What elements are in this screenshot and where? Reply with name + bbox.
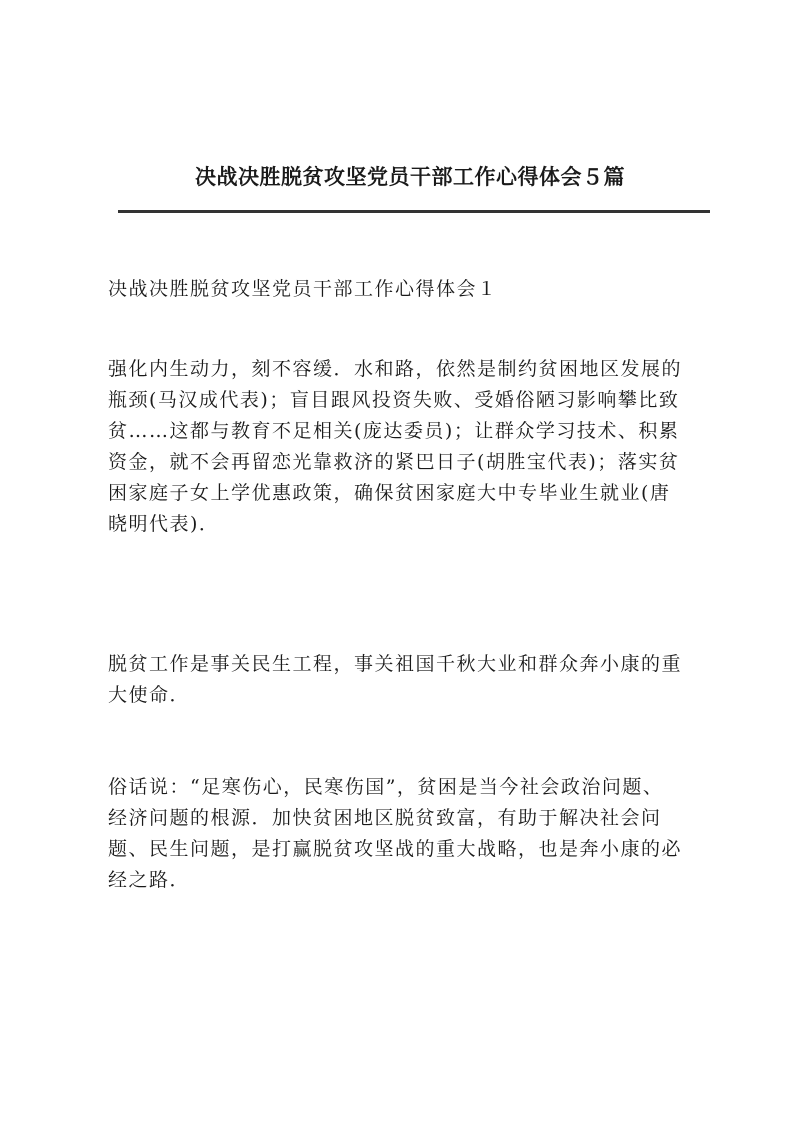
paragraph-line: 晓明代表)．	[108, 513, 220, 535]
document-title: 决战决胜脱贫攻坚党员干部工作心得体会５篇	[195, 164, 625, 189]
paragraph-line: 题、民生问题，是打赢脱贫攻坚战的重大战略，也是奔小康的必	[108, 838, 683, 860]
paragraph-line: 贫……这都与教育不足相关(庞达委员)；让群众学习技术、积累	[108, 420, 680, 442]
paragraph-line: 经之路．	[108, 869, 191, 891]
paragraph-line: 困家庭子女上学优惠政策，确保贫困家庭大中专毕业生就业(唐	[108, 482, 671, 504]
paragraph-line: 脱贫工作是事关民生工程，事关祖国千秋大业和群众奔小康的重	[108, 653, 683, 675]
paragraph-line: 俗话说：“足寒伤心，民寒伤国”，贫困是当今社会政治问题、	[108, 776, 664, 798]
paragraph-2	[108, 649, 708, 711]
section-heading: 决战决胜脱贫攻坚党员干部工作心得体会１	[108, 278, 498, 300]
title-divider	[118, 210, 710, 213]
paragraph-line: 经济问题的根源．加快贫困地区脱贫致富，有助于解决社会问	[108, 807, 662, 829]
paragraph-line: 大使命．	[108, 684, 191, 706]
paragraph-1	[108, 354, 708, 540]
paragraph-3	[108, 772, 708, 896]
paragraph-line: 强化内生动力，刻不容缓．水和路，依然是制约贫困地区发展的	[108, 358, 683, 380]
paragraph-line: 资金，就不会再留恋光靠救济的紧巴日子(胡胜宝代表)；落实贫	[108, 451, 680, 473]
paragraph-line: 瓶颈(马汉成代表)；盲目跟风投资失败、受婚俗陋习影响攀比致	[108, 389, 680, 411]
